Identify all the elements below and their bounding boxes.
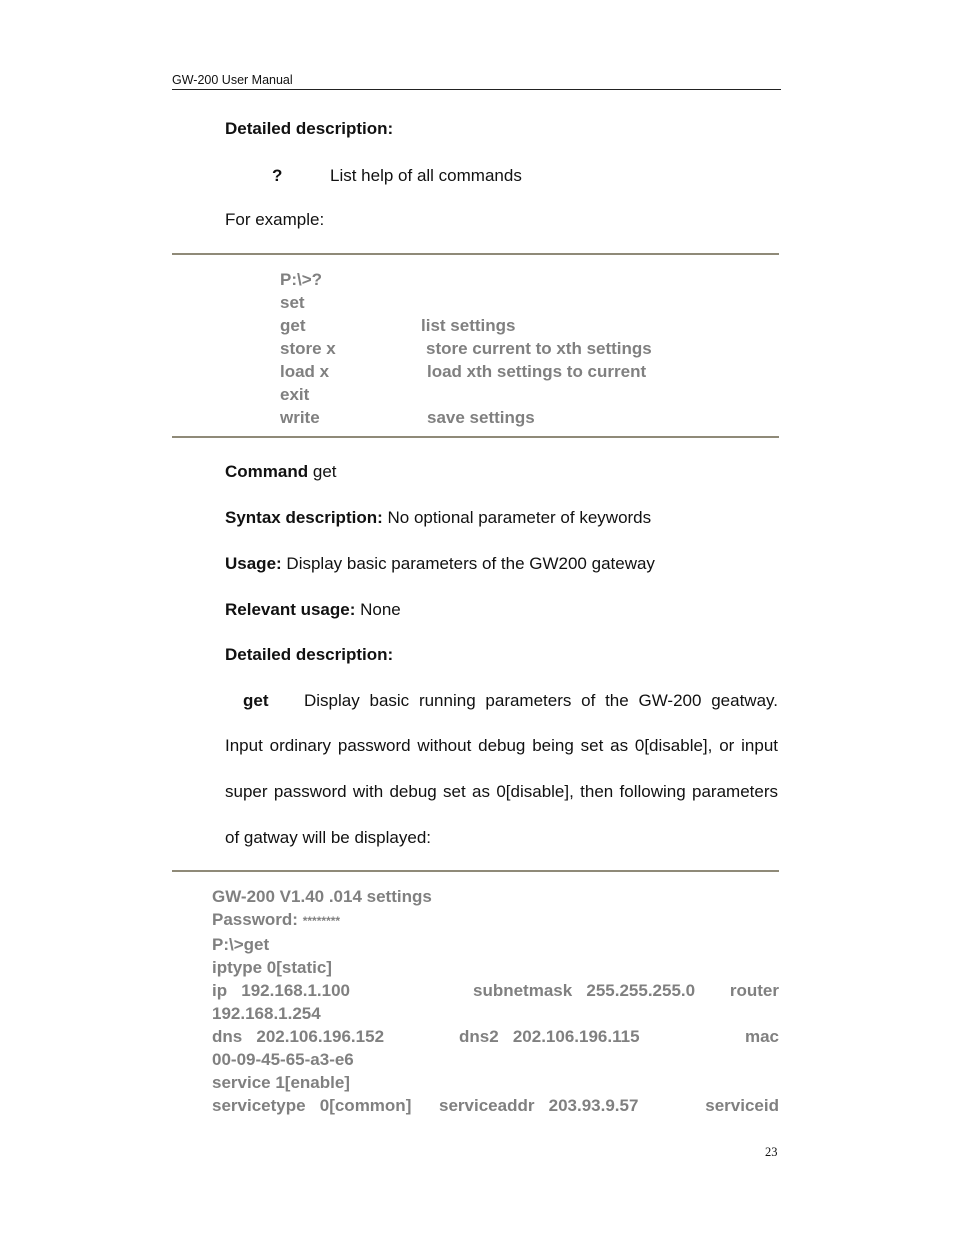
code-line: store x store current to xth settings [280,339,652,358]
code-line: GW-200 V1.40 .014 settings [212,887,432,906]
code-line: servicetype 0[common] serviceaddr 203.93.9.57 serviceid [212,1096,779,1115]
code-line: 192.168.1.254 [212,1004,321,1023]
command-name: ? [272,166,283,185]
code-rule-top-2 [172,870,779,872]
usage-line: Usage: Display basic parameters of the GW200 gateway [225,554,655,573]
code-line: ip 192.168.1.100 subnetmask 255.255.255.0 router [212,981,779,1000]
command-line: Command get [225,462,337,481]
page-number: 23 [765,1145,778,1159]
detailed-description-heading-2: Detailed description: [225,645,394,664]
code-rule-bottom [172,436,779,438]
code-line: service 1[enable] [212,1073,350,1092]
code-block-get [212,885,779,1117]
command-description: List help of all commands [330,166,522,185]
code-line: dns 202.106.196.152 dns2 202.106.196.115 mac [212,1027,779,1046]
heading-text: Detailed description: [225,119,394,138]
code-block-help [280,268,652,429]
paragraph-line: super password with debug set as 0[disable], then following parameters [225,782,778,801]
code-line: set [280,293,305,312]
code-line: load x load xth settings to current [280,362,647,381]
relevant-usage-line: Relevant usage: None [225,600,401,619]
detailed-description-heading [225,119,393,139]
paragraph-line: of gatway will be displayed: [225,828,432,847]
running-header: GW-200 User Manual [172,73,293,87]
code-rule-top [172,253,779,255]
code-line: iptype 0[static] [212,958,332,977]
code-line: exit [280,385,310,404]
code-line: 00-09-45-65-a3-e6 [212,1050,354,1069]
code-line: P:\>get [212,935,270,954]
get-command: get [243,691,269,710]
code-line: Password: ******** [212,910,341,929]
code-line: P:\>? [280,270,323,289]
paragraph-line: Input ordinary password without debug being set as 0[disable], or input [225,736,778,755]
get-description: Display basic running parameters of the GW-200 geatway. [304,691,778,710]
header-rule [172,89,781,90]
syntax-line: Syntax description: No optional parameter of keywords [225,508,652,527]
example-label: For example: [225,210,325,229]
code-line: get list settings [280,316,516,335]
code-line: write save settings [280,408,535,427]
